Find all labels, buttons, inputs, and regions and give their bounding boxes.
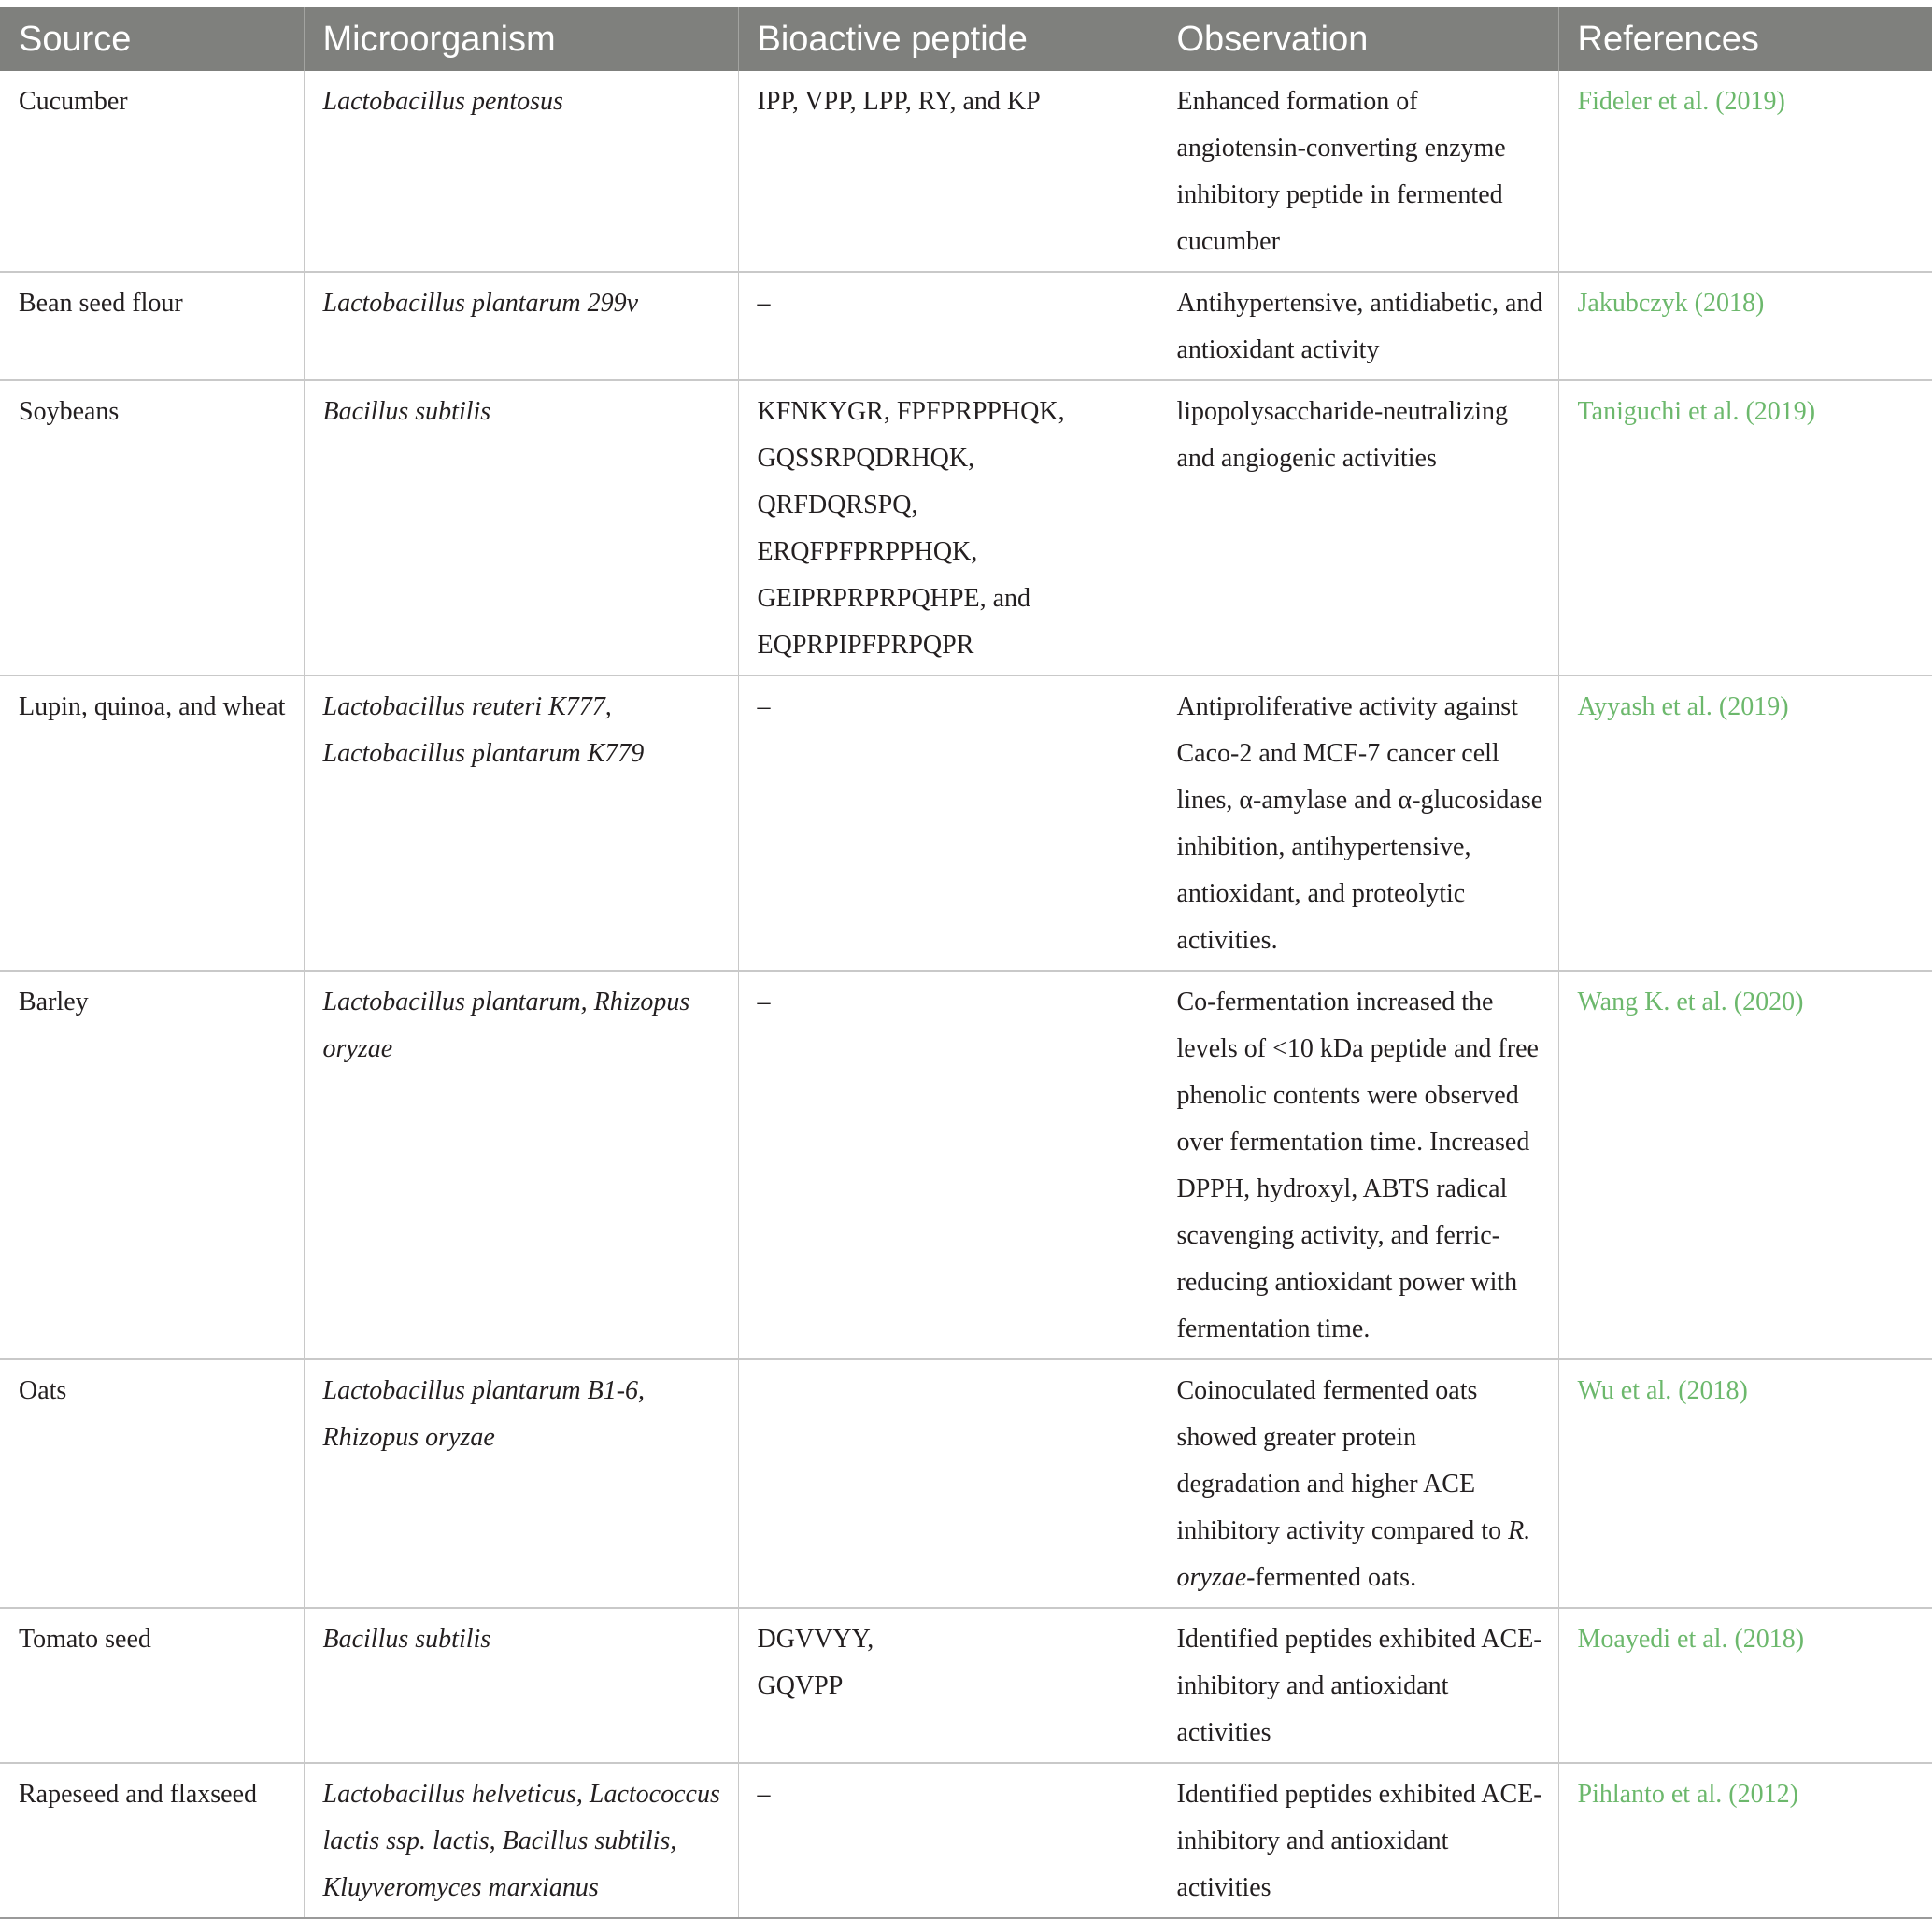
- table-row: [0, 71, 1932, 272]
- data-table: [0, 7, 1932, 1919]
- reference-link[interactable]: Pihlanto et al. (2012): [1558, 1763, 1932, 1918]
- cell-source: Rapeseed and flaxseed: [0, 1763, 304, 1918]
- cell-source: Lupin, quinoa, and wheat: [0, 675, 304, 971]
- header-row: [0, 7, 1932, 71]
- header-observation: Observation: [1158, 7, 1558, 71]
- reference-link[interactable]: Moayedi et al. (2018): [1558, 1608, 1932, 1763]
- observation-italic-text: R. oryzae: [1176, 1516, 1531, 1592]
- cell-source: Tomato seed: [0, 1608, 304, 1763]
- reference-link[interactable]: Fideler et al. (2019): [1558, 71, 1932, 272]
- cell-microorganism: Lactobacillus plantarum, Rhizopus oryzae: [304, 971, 738, 1359]
- cell-source: Barley: [0, 971, 304, 1359]
- cell-observation: [1158, 1359, 1558, 1608]
- cell-peptide: [738, 380, 1158, 675]
- cell-peptide: [738, 1608, 1158, 1763]
- cell-observation: lipopolysaccharide-neutralizing and angiogenic activities: [1158, 380, 1558, 675]
- cell-microorganism: Lactobacillus pentosus: [304, 71, 738, 272]
- header-bioactive-peptide: Bioactive peptide: [738, 7, 1158, 71]
- cell-microorganism: Lactobacillus helveticus, Lactococcus lactis ssp. lactis, Bacillus subtilis, Kluyveromyces marxianus: [304, 1763, 738, 1918]
- cell-peptide: –: [738, 675, 1158, 971]
- peptide-line: EQPRPIPFPRPQPR: [757, 631, 974, 660]
- table-row: [0, 272, 1932, 380]
- cell-peptide: –: [738, 1763, 1158, 1918]
- reference-link[interactable]: Jakubczyk (2018): [1558, 272, 1932, 380]
- cell-observation: Identified peptides exhibited ACE-inhibitory and antioxidant activities: [1158, 1608, 1558, 1763]
- cell-observation: Identified peptides exhibited ACE-inhibitory and antioxidant activities: [1158, 1763, 1558, 1918]
- cell-microorganism: Bacillus subtilis: [304, 380, 738, 675]
- peptide-line: QRFDQRSPQ,: [757, 490, 918, 519]
- cell-microorganism: Lactobacillus reuteri K777, Lactobacillus plantarum K779: [304, 675, 738, 971]
- reference-link[interactable]: Wu et al. (2018): [1558, 1359, 1932, 1608]
- peptide-line: ERQFPFPRPPHQK,: [757, 537, 978, 566]
- table-row: [0, 675, 1932, 971]
- cell-peptide: –: [738, 971, 1158, 1359]
- table-header: [0, 7, 1932, 71]
- cell-observation: Enhanced formation of angiotensin-converting enzyme inhibitory peptide in fermented cucumber: [1158, 71, 1558, 272]
- table-row: [0, 1763, 1932, 1918]
- peptide-line: GQVPP: [757, 1671, 844, 1700]
- cell-source: Soybeans: [0, 380, 304, 675]
- reference-link[interactable]: Taniguchi et al. (2019): [1558, 380, 1932, 675]
- peptide-line: KFNKYGR, FPFPRPPHQK,: [757, 397, 1065, 426]
- peptide-line: DGVVYY,: [757, 1625, 874, 1654]
- cell-observation: Co-fermentation increased the levels of <10 kDa peptide and free phenolic contents were observed over fermentation time. Increased DPPH, hydroxyl, ABTS radical scavenging activity, and ferric-reducing antioxidant power with fermentation time.: [1158, 971, 1558, 1359]
- cell-observation: Antihypertensive, antidiabetic, and antioxidant activity: [1158, 272, 1558, 380]
- cell-observation: Antiproliferative activity against Caco-2 and MCF-7 cancer cell lines, α-amylase and α-glucosidase inhibition, antihypertensive, antioxidant, and proteolytic activities.: [1158, 675, 1558, 971]
- table-row: [0, 1608, 1932, 1763]
- peptide-line: GEIPRPRPRPQHPE, and: [757, 584, 1031, 613]
- cell-peptide: –: [738, 272, 1158, 380]
- data-table-container: [0, 7, 1932, 1919]
- cell-source: Bean seed flour: [0, 272, 304, 380]
- cell-source: Cucumber: [0, 71, 304, 272]
- cell-microorganism: Bacillus subtilis: [304, 1608, 738, 1763]
- table-row: [0, 380, 1932, 675]
- table-row: [0, 1359, 1932, 1608]
- cell-microorganism: Lactobacillus plantarum 299v: [304, 272, 738, 380]
- cell-peptide: [738, 1359, 1158, 1608]
- table-row: [0, 971, 1932, 1359]
- observation-text: Coinoculated fermented oats showed greater protein degradation and higher ACE inhibitory activity compared to: [1176, 1376, 1502, 1545]
- reference-link[interactable]: Wang K. et al. (2020): [1558, 971, 1932, 1359]
- observation-tail-text: -fermented oats.: [1246, 1563, 1417, 1592]
- header-source: Source: [0, 7, 304, 71]
- cell-peptide: IPP, VPP, LPP, RY, and KP: [738, 71, 1158, 272]
- peptide-line: GQSSRPQDRHQK,: [757, 444, 975, 473]
- header-microorganism: Microorganism: [304, 7, 738, 71]
- table-body: [0, 71, 1932, 1918]
- cell-source: Oats: [0, 1359, 304, 1608]
- header-references: References: [1558, 7, 1932, 71]
- cell-microorganism: Lactobacillus plantarum B1-6, Rhizopus oryzae: [304, 1359, 738, 1608]
- reference-link[interactable]: Ayyash et al. (2019): [1558, 675, 1932, 971]
